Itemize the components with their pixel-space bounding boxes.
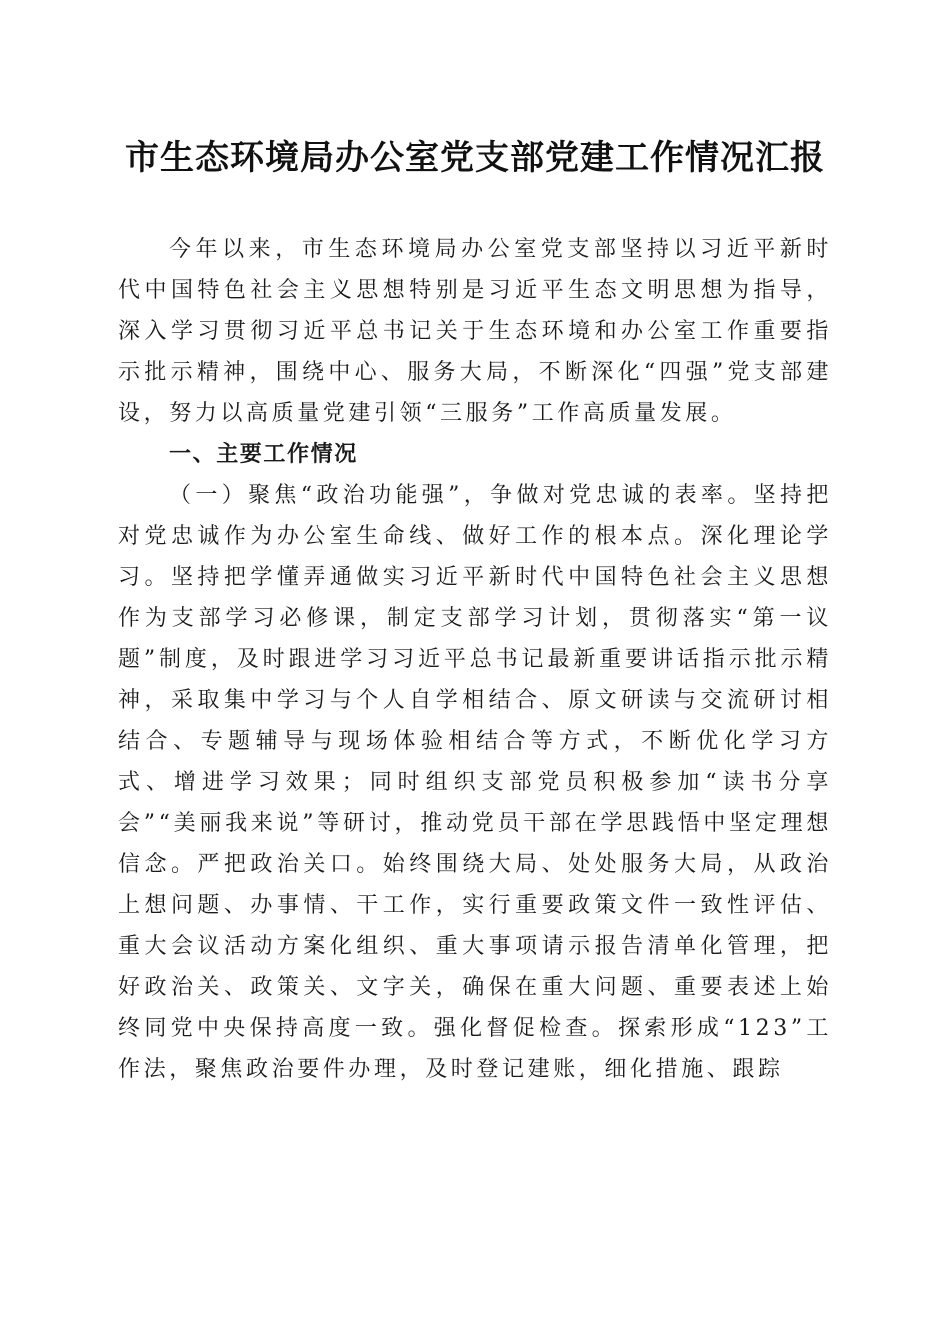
document-title: 市生态环境局办公室党支部党建工作情况汇报 [125,138,825,178]
intro-paragraph: 今年以来，市生态环境局办公室党支部坚持以习近平新时代中国特色社会主义思想特别是习近平生态文明思想为指导，深入学习贯彻习近平总书记关于生态环境和办公室工作重要指示批示精神，围绕中心、服务大局，不断深化“四强”党支部建设，努力以高质量党建引领“三服务”工作高质量发展。 [118,237,832,426]
document-body [118,229,832,1090]
section-heading: 一、主要工作情况 [169,442,358,467]
section-one-paragraph: （一）聚焦“政治功能强”，争做对党忠诚的表率。坚持把对党忠诚作为办公室生命线、做好工作的根本点。深化理论学习。坚持把学懂弄通做实习近平新时代中国特色社会主义思想作为支部学习必修课，制定支部学习计划，贯彻落实“第一议题”制度，及时跟进学习习近平总书记最新重要讲话指示批示精神，采取集中学习与个人自学相结合、原文研读与交流研讨相结合、专题辅导与现场体验相结合等方式，不断优化学习方式、增进学习效果；同时组织支部党员积极参加“读书分享会”“美丽我来说”等研讨，推动党员干部在学思践悟中坚定理想信念。严把政治关口。始终围绕大局、处处服务大局，从政治上想问题、办事情、干工作，实行重要政策文件一致性评估、重大会议活动方案化组织、重大事项请示报告清单化管理，把好政治关、政策关、文字关，确保在重大问题、重要表述上始终同党中央保持高度一致。强化督促检查。探索形成“123”工作法，聚焦政治要件办理，及时登记建账，细化措施、跟踪 [118,483,832,1082]
